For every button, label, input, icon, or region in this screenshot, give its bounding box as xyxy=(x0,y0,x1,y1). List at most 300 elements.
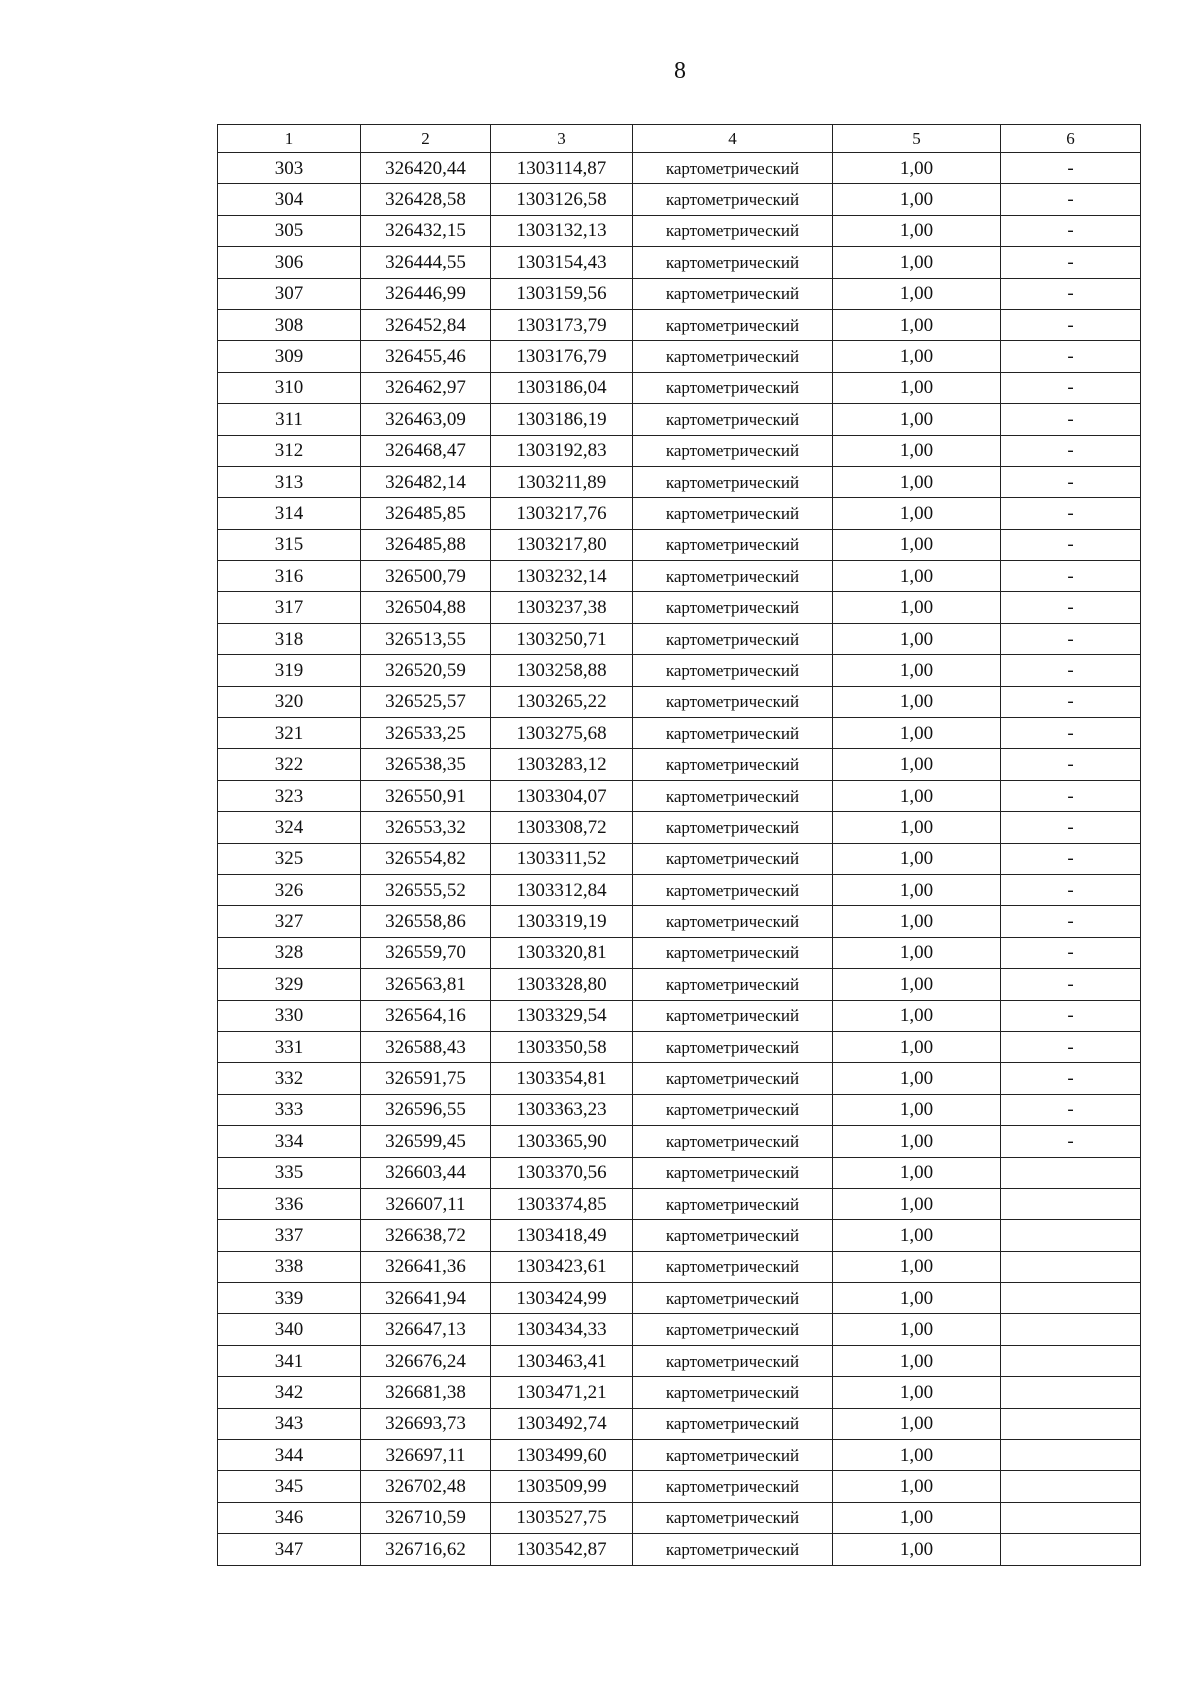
table-row xyxy=(218,623,1141,654)
x-coordinate-cell: 326533,25 xyxy=(361,718,491,749)
point-number-cell: 326 xyxy=(218,874,361,905)
note-cell: - xyxy=(1001,1063,1141,1094)
note-cell xyxy=(1001,1251,1141,1282)
y-coordinate-cell: 1303492,74 xyxy=(491,1408,633,1439)
method-cell: картометрический xyxy=(633,1345,833,1376)
y-coordinate-cell: 1303319,19 xyxy=(491,906,633,937)
y-coordinate-cell: 1303374,85 xyxy=(491,1188,633,1219)
note-cell: - xyxy=(1001,435,1141,466)
header-row xyxy=(218,125,1141,153)
method-cell: картометрический xyxy=(633,1000,833,1031)
accuracy-cell: 1,00 xyxy=(833,215,1001,246)
y-coordinate-cell: 1303217,80 xyxy=(491,529,633,560)
table-row xyxy=(218,466,1141,497)
table-row xyxy=(218,529,1141,560)
x-coordinate-cell: 326588,43 xyxy=(361,1031,491,1062)
y-coordinate-cell: 1303258,88 xyxy=(491,655,633,686)
y-coordinate-cell: 1303186,19 xyxy=(491,404,633,435)
table-row xyxy=(218,1251,1141,1282)
point-number-cell: 332 xyxy=(218,1063,361,1094)
note-cell: - xyxy=(1001,969,1141,1000)
note-cell: - xyxy=(1001,278,1141,309)
note-cell xyxy=(1001,1314,1141,1345)
table-row xyxy=(218,435,1141,466)
point-number-cell: 338 xyxy=(218,1251,361,1282)
method-cell: картометрический xyxy=(633,655,833,686)
point-number-cell: 335 xyxy=(218,1157,361,1188)
table-row xyxy=(218,874,1141,905)
accuracy-cell: 1,00 xyxy=(833,309,1001,340)
note-cell: - xyxy=(1001,749,1141,780)
accuracy-cell: 1,00 xyxy=(833,1063,1001,1094)
y-coordinate-cell: 1303542,87 xyxy=(491,1534,633,1565)
method-cell: картометрический xyxy=(633,718,833,749)
point-number-cell: 304 xyxy=(218,184,361,215)
table-row xyxy=(218,1126,1141,1157)
method-cell: картометрический xyxy=(633,1220,833,1251)
accuracy-cell: 1,00 xyxy=(833,906,1001,937)
y-coordinate-cell: 1303354,81 xyxy=(491,1063,633,1094)
x-coordinate-cell: 326607,11 xyxy=(361,1188,491,1219)
point-number-cell: 315 xyxy=(218,529,361,560)
table-header xyxy=(218,125,1141,153)
table-row xyxy=(218,780,1141,811)
y-coordinate-cell: 1303237,38 xyxy=(491,592,633,623)
method-cell: картометрический xyxy=(633,1534,833,1565)
accuracy-cell: 1,00 xyxy=(833,466,1001,497)
note-cell xyxy=(1001,1283,1141,1314)
table-row xyxy=(218,812,1141,843)
method-cell: картометрический xyxy=(633,592,833,623)
method-cell: картометрический xyxy=(633,874,833,905)
accuracy-cell: 1,00 xyxy=(833,1000,1001,1031)
y-coordinate-cell: 1303217,76 xyxy=(491,498,633,529)
method-cell: картометрический xyxy=(633,278,833,309)
table-row xyxy=(218,498,1141,529)
y-coordinate-cell: 1303365,90 xyxy=(491,1126,633,1157)
y-coordinate-cell: 1303186,04 xyxy=(491,372,633,403)
method-cell: картометрический xyxy=(633,215,833,246)
method-cell: картометрический xyxy=(633,529,833,560)
accuracy-cell: 1,00 xyxy=(833,718,1001,749)
accuracy-cell: 1,00 xyxy=(833,1031,1001,1062)
x-coordinate-cell: 326500,79 xyxy=(361,561,491,592)
table-row xyxy=(218,372,1141,403)
note-cell: - xyxy=(1001,215,1141,246)
table-row xyxy=(218,1408,1141,1439)
method-cell: картометрический xyxy=(633,309,833,340)
table-row xyxy=(218,184,1141,215)
note-cell: - xyxy=(1001,780,1141,811)
column-header-2: 2 xyxy=(361,125,491,153)
accuracy-cell: 1,00 xyxy=(833,1345,1001,1376)
method-cell: картометрический xyxy=(633,153,833,184)
x-coordinate-cell: 326591,75 xyxy=(361,1063,491,1094)
note-cell: - xyxy=(1001,812,1141,843)
y-coordinate-cell: 1303320,81 xyxy=(491,937,633,968)
y-coordinate-cell: 1303192,83 xyxy=(491,435,633,466)
table-row xyxy=(218,1314,1141,1345)
y-coordinate-cell: 1303499,60 xyxy=(491,1440,633,1471)
method-cell: картометрический xyxy=(633,1251,833,1282)
point-number-cell: 306 xyxy=(218,247,361,278)
accuracy-cell: 1,00 xyxy=(833,1408,1001,1439)
accuracy-cell: 1,00 xyxy=(833,780,1001,811)
y-coordinate-cell: 1303350,58 xyxy=(491,1031,633,1062)
x-coordinate-cell: 326558,86 xyxy=(361,906,491,937)
y-coordinate-cell: 1303126,58 xyxy=(491,184,633,215)
method-cell: картометрический xyxy=(633,1188,833,1219)
method-cell: картометрический xyxy=(633,561,833,592)
accuracy-cell: 1,00 xyxy=(833,623,1001,654)
note-cell: - xyxy=(1001,341,1141,372)
x-coordinate-cell: 326716,62 xyxy=(361,1534,491,1565)
note-cell: - xyxy=(1001,874,1141,905)
accuracy-cell: 1,00 xyxy=(833,1188,1001,1219)
y-coordinate-cell: 1303434,33 xyxy=(491,1314,633,1345)
point-number-cell: 319 xyxy=(218,655,361,686)
table-row xyxy=(218,247,1141,278)
method-cell: картометрический xyxy=(633,1094,833,1125)
coordinates-table xyxy=(217,124,1141,1566)
x-coordinate-cell: 326538,35 xyxy=(361,749,491,780)
method-cell: картометрический xyxy=(633,1502,833,1533)
accuracy-cell: 1,00 xyxy=(833,1283,1001,1314)
point-number-cell: 337 xyxy=(218,1220,361,1251)
note-cell: - xyxy=(1001,1094,1141,1125)
table-row xyxy=(218,749,1141,780)
note-cell: - xyxy=(1001,623,1141,654)
column-header-5: 5 xyxy=(833,125,1001,153)
table-row xyxy=(218,1534,1141,1565)
accuracy-cell: 1,00 xyxy=(833,1094,1001,1125)
column-header-6: 6 xyxy=(1001,125,1141,153)
x-coordinate-cell: 326676,24 xyxy=(361,1345,491,1376)
note-cell xyxy=(1001,1220,1141,1251)
accuracy-cell: 1,00 xyxy=(833,404,1001,435)
point-number-cell: 344 xyxy=(218,1440,361,1471)
note-cell: - xyxy=(1001,529,1141,560)
table-row xyxy=(218,718,1141,749)
y-coordinate-cell: 1303114,87 xyxy=(491,153,633,184)
table-row xyxy=(218,1063,1141,1094)
accuracy-cell: 1,00 xyxy=(833,372,1001,403)
table-row xyxy=(218,843,1141,874)
x-coordinate-cell: 326446,99 xyxy=(361,278,491,309)
column-header-3: 3 xyxy=(491,125,633,153)
table-row xyxy=(218,1345,1141,1376)
accuracy-cell: 1,00 xyxy=(833,435,1001,466)
x-coordinate-cell: 326603,44 xyxy=(361,1157,491,1188)
x-coordinate-cell: 326463,09 xyxy=(361,404,491,435)
x-coordinate-cell: 326554,82 xyxy=(361,843,491,874)
accuracy-cell: 1,00 xyxy=(833,749,1001,780)
method-cell: картометрический xyxy=(633,1063,833,1094)
note-cell xyxy=(1001,1440,1141,1471)
table-row xyxy=(218,1031,1141,1062)
point-number-cell: 316 xyxy=(218,561,361,592)
y-coordinate-cell: 1303304,07 xyxy=(491,780,633,811)
y-coordinate-cell: 1303527,75 xyxy=(491,1502,633,1533)
method-cell: картометрический xyxy=(633,906,833,937)
note-cell: - xyxy=(1001,404,1141,435)
point-number-cell: 340 xyxy=(218,1314,361,1345)
method-cell: картометрический xyxy=(633,435,833,466)
point-number-cell: 334 xyxy=(218,1126,361,1157)
x-coordinate-cell: 326596,55 xyxy=(361,1094,491,1125)
x-coordinate-cell: 326638,72 xyxy=(361,1220,491,1251)
note-cell: - xyxy=(1001,153,1141,184)
y-coordinate-cell: 1303418,49 xyxy=(491,1220,633,1251)
y-coordinate-cell: 1303363,23 xyxy=(491,1094,633,1125)
method-cell: картометрический xyxy=(633,843,833,874)
note-cell: - xyxy=(1001,247,1141,278)
table-row xyxy=(218,1220,1141,1251)
table-row xyxy=(218,309,1141,340)
y-coordinate-cell: 1303463,41 xyxy=(491,1345,633,1376)
note-cell: - xyxy=(1001,937,1141,968)
table-row xyxy=(218,404,1141,435)
y-coordinate-cell: 1303132,13 xyxy=(491,215,633,246)
x-coordinate-cell: 326559,70 xyxy=(361,937,491,968)
point-number-cell: 325 xyxy=(218,843,361,874)
point-number-cell: 321 xyxy=(218,718,361,749)
y-coordinate-cell: 1303154,43 xyxy=(491,247,633,278)
point-number-cell: 317 xyxy=(218,592,361,623)
method-cell: картометрический xyxy=(633,498,833,529)
method-cell: картометрический xyxy=(633,341,833,372)
note-cell: - xyxy=(1001,184,1141,215)
accuracy-cell: 1,00 xyxy=(833,529,1001,560)
note-cell xyxy=(1001,1157,1141,1188)
point-number-cell: 314 xyxy=(218,498,361,529)
y-coordinate-cell: 1303370,56 xyxy=(491,1157,633,1188)
method-cell: картометрический xyxy=(633,184,833,215)
x-coordinate-cell: 326555,52 xyxy=(361,874,491,905)
method-cell: картометрический xyxy=(633,1408,833,1439)
accuracy-cell: 1,00 xyxy=(833,592,1001,623)
point-number-cell: 308 xyxy=(218,309,361,340)
point-number-cell: 310 xyxy=(218,372,361,403)
accuracy-cell: 1,00 xyxy=(833,1314,1001,1345)
table-row xyxy=(218,341,1141,372)
table-row xyxy=(218,1377,1141,1408)
point-number-cell: 342 xyxy=(218,1377,361,1408)
x-coordinate-cell: 326553,32 xyxy=(361,812,491,843)
note-cell: - xyxy=(1001,655,1141,686)
accuracy-cell: 1,00 xyxy=(833,686,1001,717)
point-number-cell: 313 xyxy=(218,466,361,497)
note-cell: - xyxy=(1001,1031,1141,1062)
note-cell: - xyxy=(1001,843,1141,874)
point-number-cell: 311 xyxy=(218,404,361,435)
table-row xyxy=(218,1188,1141,1219)
table-row xyxy=(218,1094,1141,1125)
note-cell xyxy=(1001,1188,1141,1219)
table-row xyxy=(218,278,1141,309)
accuracy-cell: 1,00 xyxy=(833,1157,1001,1188)
accuracy-cell: 1,00 xyxy=(833,969,1001,1000)
accuracy-cell: 1,00 xyxy=(833,1440,1001,1471)
accuracy-cell: 1,00 xyxy=(833,1220,1001,1251)
y-coordinate-cell: 1303311,52 xyxy=(491,843,633,874)
x-coordinate-cell: 326710,59 xyxy=(361,1502,491,1533)
table-row xyxy=(218,937,1141,968)
accuracy-cell: 1,00 xyxy=(833,1251,1001,1282)
method-cell: картометрический xyxy=(633,749,833,780)
x-coordinate-cell: 326697,11 xyxy=(361,1440,491,1471)
x-coordinate-cell: 326563,81 xyxy=(361,969,491,1000)
note-cell: - xyxy=(1001,592,1141,623)
x-coordinate-cell: 326599,45 xyxy=(361,1126,491,1157)
point-number-cell: 318 xyxy=(218,623,361,654)
accuracy-cell: 1,00 xyxy=(833,937,1001,968)
point-number-cell: 345 xyxy=(218,1471,361,1502)
accuracy-cell: 1,00 xyxy=(833,1377,1001,1408)
y-coordinate-cell: 1303509,99 xyxy=(491,1471,633,1502)
method-cell: картометрический xyxy=(633,1031,833,1062)
method-cell: картометрический xyxy=(633,466,833,497)
point-number-cell: 303 xyxy=(218,153,361,184)
note-cell xyxy=(1001,1471,1141,1502)
x-coordinate-cell: 326564,16 xyxy=(361,1000,491,1031)
method-cell: картометрический xyxy=(633,969,833,1000)
y-coordinate-cell: 1303173,79 xyxy=(491,309,633,340)
point-number-cell: 328 xyxy=(218,937,361,968)
accuracy-cell: 1,00 xyxy=(833,1471,1001,1502)
point-number-cell: 339 xyxy=(218,1283,361,1314)
accuracy-cell: 1,00 xyxy=(833,812,1001,843)
point-number-cell: 305 xyxy=(218,215,361,246)
x-coordinate-cell: 326504,88 xyxy=(361,592,491,623)
table-row xyxy=(218,215,1141,246)
y-coordinate-cell: 1303211,89 xyxy=(491,466,633,497)
x-coordinate-cell: 326647,13 xyxy=(361,1314,491,1345)
y-coordinate-cell: 1303265,22 xyxy=(491,686,633,717)
note-cell: - xyxy=(1001,466,1141,497)
y-coordinate-cell: 1303275,68 xyxy=(491,718,633,749)
table-row xyxy=(218,153,1141,184)
accuracy-cell: 1,00 xyxy=(833,655,1001,686)
note-cell xyxy=(1001,1502,1141,1533)
point-number-cell: 347 xyxy=(218,1534,361,1565)
table-row xyxy=(218,1502,1141,1533)
y-coordinate-cell: 1303471,21 xyxy=(491,1377,633,1408)
x-coordinate-cell: 326444,55 xyxy=(361,247,491,278)
x-coordinate-cell: 326428,58 xyxy=(361,184,491,215)
table-row xyxy=(218,561,1141,592)
note-cell: - xyxy=(1001,718,1141,749)
table-body xyxy=(218,153,1141,1566)
point-number-cell: 346 xyxy=(218,1502,361,1533)
point-number-cell: 323 xyxy=(218,780,361,811)
y-coordinate-cell: 1303176,79 xyxy=(491,341,633,372)
x-coordinate-cell: 326462,97 xyxy=(361,372,491,403)
accuracy-cell: 1,00 xyxy=(833,1126,1001,1157)
point-number-cell: 309 xyxy=(218,341,361,372)
method-cell: картометрический xyxy=(633,1471,833,1502)
point-number-cell: 333 xyxy=(218,1094,361,1125)
y-coordinate-cell: 1303329,54 xyxy=(491,1000,633,1031)
column-header-1: 1 xyxy=(218,125,361,153)
y-coordinate-cell: 1303328,80 xyxy=(491,969,633,1000)
x-coordinate-cell: 326468,47 xyxy=(361,435,491,466)
note-cell: - xyxy=(1001,1000,1141,1031)
point-number-cell: 320 xyxy=(218,686,361,717)
point-number-cell: 336 xyxy=(218,1188,361,1219)
note-cell xyxy=(1001,1408,1141,1439)
method-cell: картометрический xyxy=(633,780,833,811)
point-number-cell: 330 xyxy=(218,1000,361,1031)
table-row xyxy=(218,1157,1141,1188)
accuracy-cell: 1,00 xyxy=(833,561,1001,592)
y-coordinate-cell: 1303232,14 xyxy=(491,561,633,592)
point-number-cell: 341 xyxy=(218,1345,361,1376)
x-coordinate-cell: 326525,57 xyxy=(361,686,491,717)
x-coordinate-cell: 326693,73 xyxy=(361,1408,491,1439)
point-number-cell: 331 xyxy=(218,1031,361,1062)
accuracy-cell: 1,00 xyxy=(833,1502,1001,1533)
point-number-cell: 322 xyxy=(218,749,361,780)
accuracy-cell: 1,00 xyxy=(833,874,1001,905)
accuracy-cell: 1,00 xyxy=(833,843,1001,874)
method-cell: картометрический xyxy=(633,1157,833,1188)
method-cell: картометрический xyxy=(633,372,833,403)
method-cell: картометрический xyxy=(633,404,833,435)
accuracy-cell: 1,00 xyxy=(833,247,1001,278)
note-cell: - xyxy=(1001,309,1141,340)
note-cell: - xyxy=(1001,372,1141,403)
y-coordinate-cell: 1303283,12 xyxy=(491,749,633,780)
accuracy-cell: 1,00 xyxy=(833,498,1001,529)
table-row xyxy=(218,906,1141,937)
y-coordinate-cell: 1303159,56 xyxy=(491,278,633,309)
table-row xyxy=(218,1000,1141,1031)
x-coordinate-cell: 326485,85 xyxy=(361,498,491,529)
table-row xyxy=(218,969,1141,1000)
x-coordinate-cell: 326455,46 xyxy=(361,341,491,372)
x-coordinate-cell: 326513,55 xyxy=(361,623,491,654)
x-coordinate-cell: 326550,91 xyxy=(361,780,491,811)
note-cell: - xyxy=(1001,561,1141,592)
method-cell: картометрический xyxy=(633,1126,833,1157)
y-coordinate-cell: 1303250,71 xyxy=(491,623,633,654)
note-cell: - xyxy=(1001,906,1141,937)
y-coordinate-cell: 1303424,99 xyxy=(491,1283,633,1314)
point-number-cell: 343 xyxy=(218,1408,361,1439)
note-cell xyxy=(1001,1534,1141,1565)
method-cell: картометрический xyxy=(633,623,833,654)
point-number-cell: 324 xyxy=(218,812,361,843)
y-coordinate-cell: 1303312,84 xyxy=(491,874,633,905)
accuracy-cell: 1,00 xyxy=(833,1534,1001,1565)
x-coordinate-cell: 326520,59 xyxy=(361,655,491,686)
y-coordinate-cell: 1303423,61 xyxy=(491,1251,633,1282)
method-cell: картометрический xyxy=(633,937,833,968)
method-cell: картометрический xyxy=(633,1314,833,1345)
table-row xyxy=(218,655,1141,686)
accuracy-cell: 1,00 xyxy=(833,341,1001,372)
note-cell: - xyxy=(1001,498,1141,529)
x-coordinate-cell: 326641,36 xyxy=(361,1251,491,1282)
point-number-cell: 327 xyxy=(218,906,361,937)
table-row xyxy=(218,686,1141,717)
method-cell: картометрический xyxy=(633,686,833,717)
table-row xyxy=(218,592,1141,623)
method-cell: картометрический xyxy=(633,1283,833,1314)
method-cell: картометрический xyxy=(633,247,833,278)
accuracy-cell: 1,00 xyxy=(833,184,1001,215)
